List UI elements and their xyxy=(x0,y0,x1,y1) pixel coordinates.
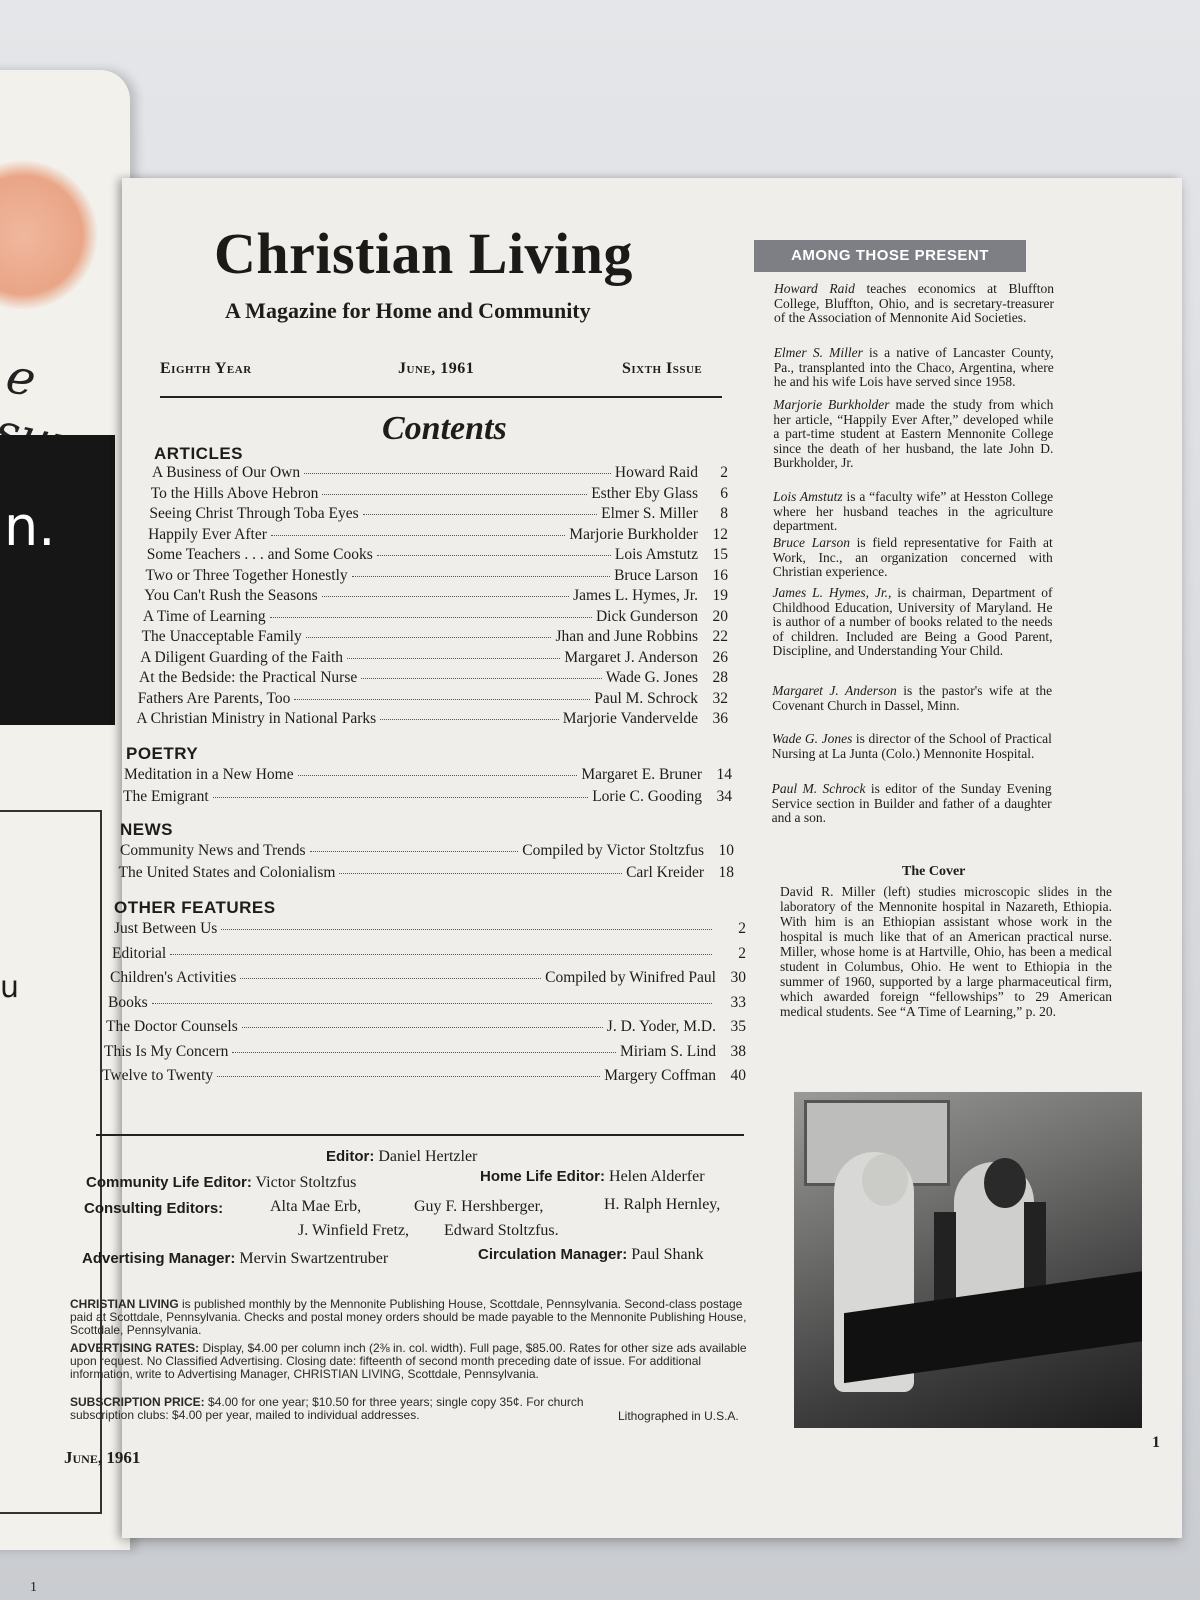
toc-row xyxy=(138,690,728,708)
toc-title: Books xyxy=(108,993,148,1011)
toc-title: Meditation in a New Home xyxy=(124,766,294,783)
toc-page: 2 xyxy=(720,464,728,481)
contributor-bio xyxy=(773,536,1053,580)
toc-leader xyxy=(304,473,611,474)
toc-author: James L. Hymes, Jr. xyxy=(573,587,698,604)
toc-title: A Time of Learning xyxy=(142,607,266,625)
contributor-bio xyxy=(773,586,1053,659)
toc-leader xyxy=(232,1052,616,1053)
toc-page: 34 xyxy=(716,788,732,805)
issue-number: Sixth Issue xyxy=(622,360,703,377)
toc-author: J. D. Yoder, M.D. xyxy=(606,1018,716,1035)
toc-leader xyxy=(377,555,611,556)
advertising-rates-label: ADVERTISING RATES: xyxy=(70,1341,200,1355)
toc-page: 20 xyxy=(712,607,728,625)
toc-page: 15 xyxy=(712,546,728,563)
toc-leader xyxy=(310,851,519,852)
section-articles: ARTICLES xyxy=(154,444,243,463)
toc-row xyxy=(110,969,746,987)
toc-page: 12 xyxy=(712,525,728,543)
toc-page: 10 xyxy=(718,842,734,859)
toc-author: Dick Gunderson xyxy=(595,607,698,625)
left-page-digit: 1 xyxy=(30,1580,37,1595)
toc-page: 8 xyxy=(720,505,728,522)
toc-row xyxy=(147,546,728,564)
toc-leader xyxy=(380,719,558,720)
toc-row xyxy=(148,526,728,544)
publication-label: CHRISTIAN LIVING xyxy=(70,1297,179,1311)
toc-page: 40 xyxy=(730,1067,746,1084)
toc-page: 30 xyxy=(730,969,746,986)
contributor-bio xyxy=(774,346,1054,390)
toc-title: The Emigrant xyxy=(123,788,209,805)
home-editor-label: Home Life Editor: xyxy=(480,1168,606,1185)
community-editor-label: Community Life Editor: xyxy=(86,1174,252,1191)
toc-leader xyxy=(213,797,589,798)
toc-row xyxy=(114,920,746,938)
toc-author: Margery Coffman xyxy=(604,1067,716,1084)
consulting-editor: Guy F. Hershberger, xyxy=(414,1198,544,1215)
toc-leader xyxy=(306,637,552,638)
photo-head-right xyxy=(984,1158,1026,1208)
toc-leader xyxy=(339,873,622,874)
contributor-name: James L. Hymes, Jr., xyxy=(772,585,892,600)
toc-title: Community News and Trends xyxy=(120,842,306,859)
staff-rule xyxy=(96,1134,744,1136)
toc-page: 33 xyxy=(730,993,746,1011)
toc-leader xyxy=(322,494,587,495)
editor-line xyxy=(326,1148,477,1166)
issue-year: Eighth Year xyxy=(160,360,252,377)
magazine-page xyxy=(64,178,1182,1538)
toc-row xyxy=(146,567,729,585)
contributor-bio xyxy=(772,732,1052,761)
lithographed-note: Lithographed in U.S.A. xyxy=(618,1409,739,1423)
sunburst-graphic xyxy=(0,160,100,310)
contributor-description: is director of the School of Practical Nursing at La Junta (Colo.) Mennonite Hospital. xyxy=(771,731,1052,761)
toc-title: Children's Activities xyxy=(110,969,237,986)
toc-page: 36 xyxy=(712,710,728,727)
toc-page: 38 xyxy=(730,1042,746,1060)
toc-title: A Business of Our Own xyxy=(152,464,301,481)
toc-row xyxy=(140,649,728,667)
contributor-name: Lois Amstutz xyxy=(773,489,843,504)
photo-head-left xyxy=(862,1154,908,1206)
contributor-name: Paul M. Schrock xyxy=(771,781,866,796)
toc-leader xyxy=(270,617,592,618)
toc-leader xyxy=(217,1076,600,1077)
toc-author: Miriam S. Lind xyxy=(619,1042,716,1060)
toc-author: Wade G. Jones xyxy=(605,669,698,686)
contributor-description: is field representative for Faith at Work, Inc., an organization concerned with Christian experience. xyxy=(772,535,1053,579)
toc-title: Editorial xyxy=(112,944,167,962)
toc-title: Two or Three Together Honestly xyxy=(145,566,348,584)
toc-author: Howard Raid xyxy=(614,464,698,481)
cover-heading: The Cover xyxy=(902,864,966,879)
circulation-label: Circulation Manager: xyxy=(478,1246,628,1263)
toc-leader xyxy=(363,514,597,515)
toc-author: Margaret J. Anderson xyxy=(564,648,698,666)
toc-row xyxy=(151,485,728,503)
toc-author: Jhan and June Robbins xyxy=(555,628,698,645)
toc-page: 2 xyxy=(738,944,746,962)
section-news: NEWS xyxy=(120,820,173,839)
contributor-bio xyxy=(772,782,1052,826)
toc-row xyxy=(143,608,728,626)
toc-row xyxy=(136,710,728,728)
contributor-name: Elmer S. Miller xyxy=(773,345,863,360)
microscope xyxy=(1024,1202,1046,1292)
toc-author: Paul M. Schrock xyxy=(594,689,698,707)
toc-author: Marjorie Burkholder xyxy=(569,525,698,543)
toc-author: Bruce Larson xyxy=(614,566,698,584)
toc-row xyxy=(104,1043,746,1061)
contents-heading: Contents xyxy=(382,410,507,447)
toc-leader xyxy=(322,596,569,597)
toc-title: Seeing Christ Through Toba Eyes xyxy=(149,505,359,522)
toc-leader xyxy=(271,535,565,536)
toc-page: 32 xyxy=(712,689,728,707)
editor-label: Editor: xyxy=(326,1148,375,1165)
toc-row xyxy=(102,1067,746,1085)
toc-title: Fathers Are Parents, Too xyxy=(137,689,291,707)
toc-row xyxy=(149,505,728,523)
contributor-name: Margaret J. Anderson xyxy=(772,683,897,698)
toc-row xyxy=(108,994,746,1012)
community-editor-line xyxy=(86,1174,356,1192)
left-page-black-block xyxy=(0,435,115,725)
cover-photo xyxy=(794,1092,1142,1428)
toc-title: At the Bedside: the Practical Nurse xyxy=(139,669,358,686)
contributor-name: Wade G. Jones xyxy=(771,731,853,746)
section-other-features: OTHER FEATURES xyxy=(114,898,276,917)
toc-leader xyxy=(294,699,590,700)
left-page-glyph: u xyxy=(0,970,20,1005)
toc-row xyxy=(106,1018,746,1036)
magazine-subtitle: A Magazine for Home and Community xyxy=(225,298,591,323)
toc-row xyxy=(120,842,734,860)
toc-page: 19 xyxy=(712,587,728,604)
subscription-label: SUBSCRIPTION PRICE: xyxy=(70,1395,205,1409)
section-poetry: POETRY xyxy=(126,744,199,763)
circulation-manager-line xyxy=(478,1246,704,1264)
consulting-editor: Alta Mae Erb, xyxy=(270,1198,362,1215)
contributor-description: teaches economics at Bluffton College, Bluffton, Ohio, and is secretary-treasurer of the Association of Mennonite Aid Societies. xyxy=(774,281,1055,325)
left-page-text: e xyxy=(1,347,41,409)
toc-row xyxy=(124,766,732,784)
contributor-bio xyxy=(773,398,1053,471)
advertising-rates-notice xyxy=(70,1342,760,1381)
toc-row xyxy=(142,628,728,646)
toc-title: Some Teachers . . . and Some Cooks xyxy=(146,546,373,563)
editor-name: Daniel Hertzler xyxy=(378,1148,478,1165)
toc-author: Elmer S. Miller xyxy=(601,505,698,522)
toc-page: 26 xyxy=(712,648,728,666)
contributor-description: is a native of Lancaster County, Pa., transplanted into the Chaco, Argentina, where he and his wife Lois have served since 1958. xyxy=(773,345,1054,389)
contributor-name: Bruce Larson xyxy=(772,535,850,550)
consulting-editor: H. Ralph Hernley, xyxy=(604,1196,721,1213)
left-page-block-text: n. xyxy=(4,495,56,558)
toc-leader xyxy=(152,1003,712,1004)
contributor-description: is a “faculty wife” at Hesston College where her husband teaches in the agriculture department. xyxy=(773,489,1054,533)
magazine-title: Christian Living xyxy=(214,221,633,286)
publication-text: is published monthly by the Mennonite Publishing House, Scottdale, Pennsylvania. Second-class postage paid at Scottdale, Pennsylvania. Checks and postal money orders should be made payable to the Mennonite Publishing House, Scottdale, Pennsylvania. xyxy=(70,1297,747,1337)
page-number: 1 xyxy=(1152,1434,1160,1451)
toc-title: A Diligent Guarding of the Faith xyxy=(140,648,344,666)
toc-author: Lois Amstutz xyxy=(614,546,698,563)
toc-page: 6 xyxy=(720,484,728,502)
toc-title: Happily Ever After xyxy=(148,525,267,543)
contributor-description: is chairman, Department of Childhood Education, University of Maryland. He is author of a number of books related to the needs of children. Included are Being a Good Parent, Discipline, and Understanding Your Child. xyxy=(772,585,1053,658)
toc-row xyxy=(119,864,735,882)
toc-leader xyxy=(361,678,602,679)
contributor-bio xyxy=(773,490,1053,534)
advertising-manager-line xyxy=(82,1250,388,1268)
consulting-editors-label xyxy=(84,1200,223,1218)
toc-leader xyxy=(352,576,610,577)
toc-row xyxy=(139,669,728,687)
toc-author: Lorie C. Gooding xyxy=(592,788,702,805)
advertising-rates-text: Display, $4.00 per column inch (2⅜ in. col. width). Full page, $85.00. Rates for other size ads available upon request. No Classified Advertising. Closing date: fifteenth of second month preceding date of issue. For additional information, write to Advertising Manager, CHRISTIAN LIVING, Scottdale, Pennsylvania. xyxy=(70,1341,747,1381)
toc-leader xyxy=(242,1027,603,1028)
toc-title: This Is My Concern xyxy=(104,1042,229,1060)
contributor-bio xyxy=(774,282,1054,326)
footer-date: June, 1961 xyxy=(64,1448,141,1467)
toc-page: 16 xyxy=(712,566,728,584)
contributor-name: Howard Raid xyxy=(774,281,855,296)
home-editor-line xyxy=(480,1168,705,1186)
contributor-name: Marjorie Burkholder xyxy=(773,397,890,412)
toc-page: 22 xyxy=(712,628,728,645)
contributor-description: is the pastor's wife at the Covenant Church in Dassel, Minn. xyxy=(772,683,1053,713)
consulting-label-text: Consulting Editors: xyxy=(84,1200,224,1217)
among-those-present-header: AMONG THOSE PRESENT xyxy=(754,240,1026,272)
toc-leader xyxy=(347,658,560,659)
toc-page: 2 xyxy=(738,920,746,937)
toc-page: 28 xyxy=(712,669,728,686)
advertising-name: Mervin Swartzentruber xyxy=(239,1250,389,1267)
toc-author: Marjorie Vandervelde xyxy=(562,710,698,727)
masthead-rule xyxy=(160,396,722,398)
publication-notice xyxy=(70,1298,760,1337)
toc-row xyxy=(123,788,732,806)
consulting-editor: Edward Stoltzfus. xyxy=(444,1222,559,1239)
toc-leader xyxy=(240,978,541,979)
toc-author: Compiled by Victor Stoltzfus xyxy=(522,842,704,859)
toc-row xyxy=(112,945,746,963)
toc-title: Twelve to Twenty xyxy=(102,1067,214,1084)
toc-page: 18 xyxy=(718,864,734,881)
toc-author: Carl Kreider xyxy=(626,864,704,881)
toc-title: A Christian Ministry in National Parks xyxy=(136,710,377,727)
toc-row xyxy=(152,464,728,482)
toc-author: Compiled by Winifred Paul xyxy=(545,969,716,986)
community-editor-name: Victor Stoltzfus xyxy=(255,1174,357,1191)
subscription-notice xyxy=(70,1396,630,1422)
toc-leader xyxy=(298,775,578,776)
contributor-description: is editor of the Sunday Evening Service section in Builder and father of a daughter and a son. xyxy=(771,781,1052,825)
toc-leader xyxy=(170,954,712,955)
circulation-name: Paul Shank xyxy=(631,1246,704,1263)
toc-title: Just Between Us xyxy=(114,920,218,937)
toc-title: To the Hills Above Hebron xyxy=(150,484,319,502)
toc-author: Esther Eby Glass xyxy=(591,484,698,502)
advertising-label: Advertising Manager: xyxy=(82,1250,236,1267)
contributor-bio xyxy=(772,684,1052,713)
home-editor-name: Helen Alderfer xyxy=(609,1168,705,1185)
toc-title: The Unacceptable Family xyxy=(141,628,302,645)
toc-title: You Can't Rush the Seasons xyxy=(144,587,318,604)
microscope xyxy=(934,1212,956,1302)
toc-row xyxy=(144,587,728,605)
subscription-text: $4.00 for one year; $10.50 for three years; single copy 35¢. For church subscription clubs: $4.00 per year, mailed to individual addresses. xyxy=(70,1395,584,1422)
toc-title: The Doctor Counsels xyxy=(106,1018,238,1035)
cover-caption: David R. Miller (left) studies microscopic slides in the laboratory of the Mennonite hospital in Nazareth, Ethiopia. With him is an Ethiopian assistant whose work in the hospital is much like that of an American practical nurse. Miller, whose home is at Hartville, Ohio, has been a medical student in Columbus, Ohio. He went to Ethiopia in the summer of 1960, supported by a large pharmaceutical firm, which awarded foreign “fellowships” to 29 American medical students. See “A Time of Learning,” p. 20. xyxy=(780,884,1112,1019)
issue-date: June, 1961 xyxy=(398,360,475,377)
toc-page: 35 xyxy=(730,1018,746,1035)
toc-title: The United States and Colonialism xyxy=(118,864,336,881)
toc-leader xyxy=(221,929,712,930)
consulting-editor: J. Winfield Fretz, xyxy=(298,1222,410,1239)
toc-page: 14 xyxy=(716,766,732,783)
contributor-description: made the study from which her article, “Happily Ever After,” developed while a part-time student at Eastern Mennonite College since the death of her husband, the late John D. Burkholder, Jr. xyxy=(773,397,1054,470)
toc-author: Margaret E. Bruner xyxy=(581,766,702,783)
